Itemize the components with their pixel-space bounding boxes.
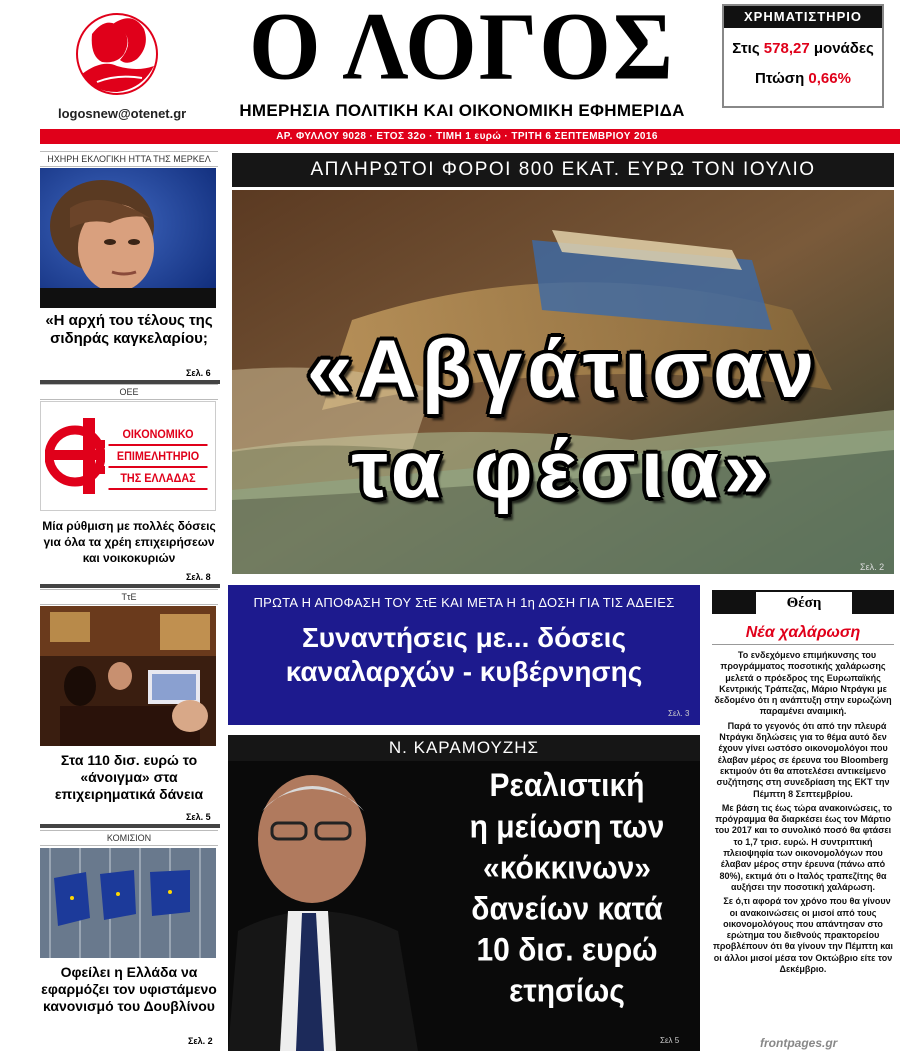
opinion-paragraph: Παρά το γεγονός ότι από την πλευρά Ντράγκι δηλώσεις για το θέμα αυτό δεν έχουν γίνει ωστόσο οικονομολόγοι που έλαβαν μέρος σε έρευνα του Bloomberg εκτιμούν ότι θα αποτελέσει αντικείμενο συζήτησης στη συνεδρίαση της ΕΚΤ την Πέμπτη 8 Σεπτεμβρίου.	[716, 720, 890, 799]
opinion-paragraph: Με βάση τις έως τώρα ανακοινώσεις, το πρόγραμμα θα διαρκέσει έως τον Μάρτιο του 2017 και το συνολικό ποσό θα φτάσει το 1,7 τρισ. ευρώ. Η συντριπτική πλειοψηφία των οικονομολόγων που έλαβαν μέρος στην έρευνα (πάνω από 80%), εκτιμά ότι ο Ιταλός τραπεζίτης θα αυξήσει την ποσοτική χαλάρωση.	[714, 802, 893, 892]
oee-logo-line: ΕΠΙΜΕΛΗΤΗΡΙΟ	[109, 446, 208, 468]
oee-logo-line: ΤΗΣ ΕΛΛΑΔΑΣ	[109, 468, 208, 490]
page-ref: Σελ 5	[660, 1036, 680, 1045]
main-headline-line: «Αβγάτισαν	[306, 324, 820, 415]
page-ref: Σελ. 2	[860, 562, 885, 572]
main-headline-line: τα φέσια»	[351, 424, 775, 515]
sidebar-label: ΤτΕ	[40, 589, 218, 605]
story-headline: Συναντήσεις με... δόσεις καναλαρχών - κυβέρνησης	[285, 622, 643, 687]
oee-logo-line: ΟΙΚΟΝΟΜΙΚΟ	[109, 424, 208, 446]
sidebar-story-text: Στα 110 δισ. ευρώ το «άνοιγμα» στα επιχειρηματικά δάνεια	[54, 752, 204, 802]
stock-index-line: Στις 578,27 μονάδες	[732, 40, 874, 57]
stock-index-value: 578,27	[763, 40, 810, 57]
story-kicker: ΠΡΩΤΑ Η ΑΠΟΦΑΣΗ ΤΟΥ ΣτΕ ΚΑΙ ΜΕΤΑ Η 1η ΔΟΣΗ ΓΙΑ ΤΙΣ ΑΔΕΙΕΣ	[253, 595, 675, 610]
issue-info: ΑΡ. ΦΥΛΛΟΥ 9028 · ΕΤΟΣ 32ο · ΤΙΜΗ 1 ευρώ · ΤΡΙΤΗ 6 ΣΕΠΤΕΜΒΡΙΟΥ 2016	[276, 131, 658, 142]
meeting-room-photo	[40, 606, 216, 746]
sidebar-story-text: «Η αρχή του τέλους της σιδηράς καγκελαρίου;	[45, 312, 213, 347]
story-channels-box	[228, 585, 700, 725]
email-address: logosnew@otenet.gr	[58, 106, 187, 121]
newspaper-title: Ο ΛΟΓΟΣ	[249, 0, 675, 100]
masthead-logo	[62, 4, 172, 102]
page-ref: Σελ. 2	[188, 1036, 213, 1046]
stock-exchange-box	[722, 4, 884, 108]
eu-flags-photo	[40, 848, 216, 958]
oee-logo	[40, 401, 216, 511]
sidebar-label: ΟΕΕ	[40, 384, 218, 400]
main-headline	[232, 320, 894, 520]
stock-change-line: Πτώση 0,66%	[755, 70, 851, 87]
stock-change-value: 0,66%	[808, 70, 851, 87]
opinion-paragraph: Το ενδεχόμενο επιμήκυνσης του προγράμματος ποσοτικής χαλάρωσης μελετά ο πρόεδρος της Ευρωπαϊκής Κεντρικής Τράπεζας, Μάριο Ντράγκι με δεδομένο ότι η ανάπτυξη στην ευρωζώνη παραμένει αναιμική.	[714, 650, 892, 717]
merkel-photo	[40, 168, 216, 308]
page-ref: Σελ. 3	[668, 709, 690, 718]
sidebar-story-text: Οφείλει η Ελλάδα να εφαρμόζει τον υφιστάμενο κανονισμό του Δουβλίνου	[41, 964, 217, 1014]
page-ref: Σελ. 8	[186, 572, 211, 582]
watermark: frontpages.gr	[760, 1036, 838, 1050]
sidebar-label: ΚΟΜΙΣΙΟΝ	[40, 830, 218, 846]
main-story-bar: ΑΠΛΗΡΩΤΟΙ ΦΟΡΟΙ 800 ΕΚΑΤ. ΕΥΡΩ ΤΟΝ ΙΟΥΛΙΟ	[232, 153, 894, 187]
newspaper-subtitle: ΗΜΕΡΗΣΙΑ ΠΟΛΙΤΙΚΗ ΚΑΙ ΟΙΚΟΝΟΜΙΚΗ ΕΦΗΜΕΡΙΔΑ	[239, 101, 685, 120]
story-person-bar: Ν. ΚΑΡΑΜΟΥΖΗΣ	[228, 735, 700, 761]
opinion-body	[712, 650, 894, 978]
page-ref: Σελ. 6	[186, 368, 211, 378]
opinion-headline: Νέα χαλάρωση	[712, 624, 894, 645]
divider	[40, 824, 220, 828]
opinion-bar	[712, 590, 894, 614]
opinion-paragraph: Σε ό,τι αφορά τον χρόνο που θα γίνουν οι ανακοινώσεις οι μισοί από τους οικονομολόγους που απάντησαν στο ερώτημα του διεθνούς πρακτορείου προβλέπουν ότι θα γίνουν την Πέμπτη και οι άλλοι μισοί μέσα τον Οκτώβριο είτε τον Δεκέμβριο.	[712, 896, 894, 975]
stock-box-title: ΧΡΗΜΑΤΙΣΤΗΡΙΟ	[724, 6, 882, 28]
divider	[40, 584, 220, 588]
sidebar-label: ΗΧΗΡΗ ΕΚΛΟΓΙΚΗ ΗΤΤΑ ΤΗΣ ΜΕΡΚΕΛ	[40, 151, 218, 167]
page-ref: Σελ. 5	[186, 812, 211, 822]
story-headline: Ρεαλιστική η μείωση των «κόκκινων» δανείων κατά 10 δισ. ευρώ ετησίως	[469, 768, 665, 1009]
sidebar-story-text: Μία ρύθμιση με πολλές δόσεις για όλα τα χρέη επιχειρήσεων και νοικοκυριών	[42, 519, 216, 565]
opinion-label: Θέση	[756, 592, 852, 614]
